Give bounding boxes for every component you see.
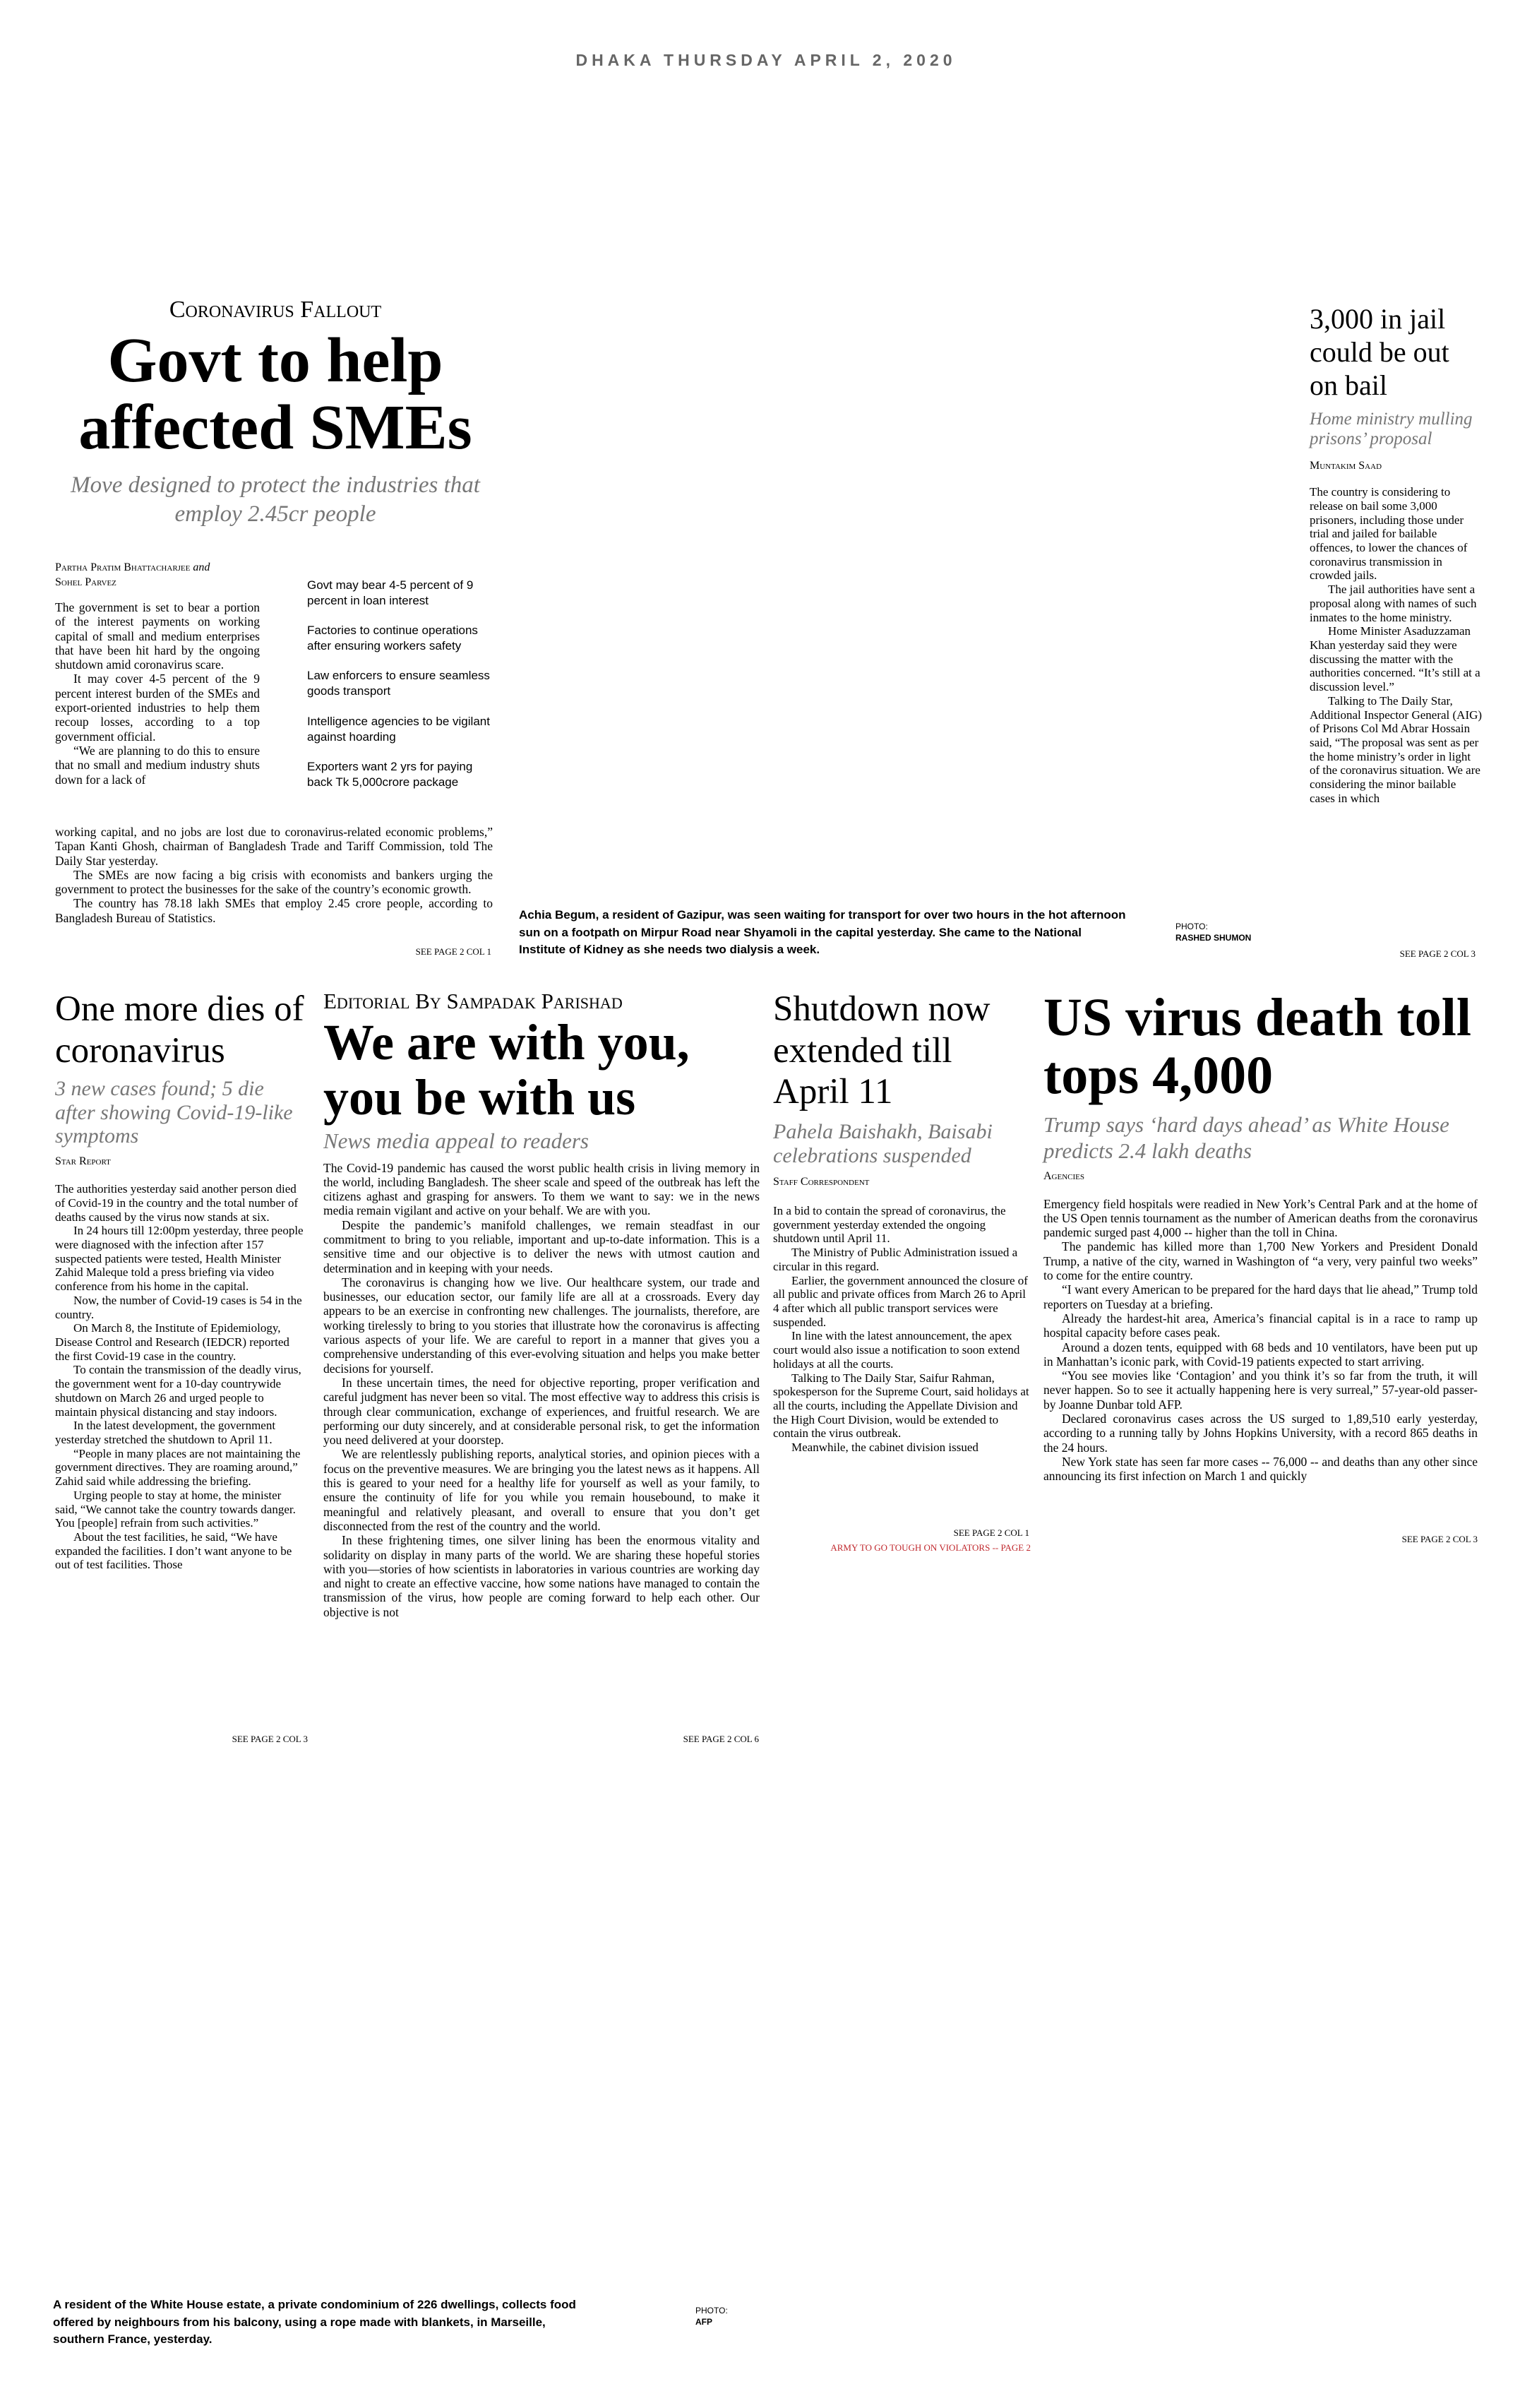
- sme-highlight-item: Exporters want 2 yrs for paying back Tk 5,000crore package: [307, 759, 473, 789]
- shutdown-reference-link[interactable]: ARMY TO GO TOUGH ON VIOLATORS -- PAGE 2: [830, 1542, 1031, 1553]
- sme-deck: Move designed to protect the industries that employ 2.45cr people: [71, 472, 480, 528]
- shutdown-byline: Staff Correspondent: [773, 1175, 870, 1188]
- dies-paragraph: On March 8, the Institute of Epidemiology, Disease Control and Research (IEDCR) reported the first Covid-19 case in the country.: [55, 1321, 289, 1363]
- shutdown-body: [773, 1204, 1031, 1455]
- shutdown-paragraph: In line with the latest announcement, the apex court would also issue a notification to soon extend holidays at all the courts.: [773, 1329, 1020, 1371]
- jail-paragraph: The jail authorities have sent a proposal along with names of such inmates to the home ministry.: [1310, 583, 1477, 624]
- us-paragraph: Already the hardest-hit area, America’s financial capital is in a race to ramp up hospital capacity before cases peak.: [1043, 1311, 1478, 1340]
- photo-bottom-credit: [695, 2306, 780, 2327]
- us-paragraph: Emergency field hospitals were readied in New York’s Central Park and at the home of the US Open tennis tournament as the number of American deaths from the coronavirus pandemic surged past 4,000 -- higher than the toll in China.: [1043, 1196, 1478, 1240]
- editorial-deck: News media appeal to readers: [323, 1128, 589, 1153]
- jail-byline: Muntakim Saad: [1310, 460, 1382, 472]
- dies-paragraph: “People in many places are not maintaining the government directives. They are roaming around,” Zahid said while addressing the briefing.: [55, 1446, 301, 1489]
- jail-headline[interactable]: 3,000 in jail could be out on bail: [1310, 303, 1449, 402]
- editorial-kicker: Editorial By Sampadak Parishad: [323, 989, 623, 1013]
- sme-kicker: Coronavirus Fallout: [169, 297, 382, 323]
- sme-story: [49, 297, 501, 530]
- editorial-paragraph: The Covid-19 pandemic has caused the worst public health crisis in living memory in the world, including Bangladesh. The sheer scale and speed of the outbreak has left the citizens aghast and grasping for answers. To them we want to say: we in the news media remain vigilant and active on your behalf. We are with you.: [323, 1160, 760, 1218]
- sme-paragraph: The government is set to bear a portion of the interest payments on working capital of small and medium enterprises that have been hit hard by the ongoing shutdown amid coronavirus scare.: [55, 600, 260, 672]
- shutdown-paragraph: Meanwhile, the cabinet division issued: [791, 1441, 979, 1455]
- dies-paragraph: Urging people to stay at home, the minister said, “We cannot take the country towards danger. You [people] refrain from such activities.”: [55, 1488, 296, 1530]
- shutdown-jump-link[interactable]: SEE PAGE 2 COL 1: [953, 1527, 1029, 1538]
- editorial-headline[interactable]: We are with you, you be with us: [323, 1014, 690, 1126]
- us-story: [1043, 989, 1478, 1483]
- dies-deck: 3 new cases found; 5 die after showing Covid-19-like symptoms: [55, 1077, 293, 1148]
- jail-jump-link[interactable]: SEE PAGE 2 COL 3: [1399, 948, 1476, 959]
- jail-paragraph: Talking to The Daily Star, Additional Inspector General (AIG) of Prisons Col Md Abrar Hossain said, “The proposal was sent as per the home ministry’s order in light of the coronavirus situation. We are considering the minor bailable cases in which: [1310, 693, 1483, 805]
- dies-paragraph: Now, the number of Covid-19 cases is 54 in the country.: [55, 1293, 302, 1321]
- sme-highlight-item: Law enforcers to ensure seamless goods transport: [307, 669, 490, 698]
- sme-byline-and: and: [193, 561, 210, 573]
- sme-byline-author-1: Partha Pratim Bhattacharjee: [55, 561, 191, 573]
- sme-body-narrow: [55, 600, 260, 787]
- us-paragraph: New York state has seen far more cases -- 76,000 -- and deaths than any other since announcing its first infection on March 1 and quickly: [1043, 1454, 1478, 1484]
- jail-paragraph: Home Minister Asaduzzaman Khan yesterday said they were discussing the matter with the authorities concerned. “It’s still at a discussion level.”: [1310, 624, 1480, 694]
- sme-headline[interactable]: Govt to help affected SMEs: [78, 326, 472, 463]
- sme-paragraph: The country has 78.18 lakh SMEs that employ 2.45 crore people, according to Bangladesh Bureau of Statistics.: [55, 896, 493, 925]
- photo-top-credit-name: RASHED SHUMON: [1175, 932, 1252, 943]
- editorial-paragraph: The coronavirus is changing how we live. Our healthcare system, our trade and businesses, our education sector, our family life are all at a crossroads. Every day appears to be an exercise in confronting new challenges. The journalists, therefore, are working tirelessly to bring to you stories that illustrate how the coronavirus is affecting various aspects of your life. We are careful to report in a manner that gives you a comprehensive understanding of this ever-evolving situation and helps you make better decisions for yourself.: [323, 1275, 760, 1376]
- photo-top-credit-label: PHOTO:: [1175, 922, 1208, 931]
- editorial-paragraph: In these uncertain times, the need for objective reporting, proper verification and careful judgment has never been so vital. The most effective way to address this crisis is through clear communication, exchange of experiences, and fruitful research. We are performing our duty sincerely, and at considerable personal risk, to get the information you need delivered at your doorstep.: [323, 1375, 760, 1448]
- dies-byline: Star Report: [55, 1155, 111, 1168]
- editorial-story: [323, 989, 760, 1619]
- sme-paragraph: working capital, and no jobs are lost due to coronavirus-related economic problems,” Tapan Kanti Ghosh, chairman of Bangladesh Trade and Tariff Commission, told The Daily Star yesterday.: [55, 825, 493, 868]
- sme-jump-link[interactable]: SEE PAGE 2 COL 1: [415, 946, 491, 957]
- us-jump-link[interactable]: SEE PAGE 2 COL 3: [1401, 1534, 1478, 1544]
- jail-deck: Home ministry mulling prisons’ proposal: [1310, 409, 1473, 449]
- sme-paragraph: The SMEs are now facing a big crisis with economists and bankers urging the government to protect the businesses for the sake of the country’s economic growth.: [55, 867, 493, 897]
- us-paragraph: Around a dozen tents, equipped with 68 beds and 10 ventilators, have been put up in Manhattan’s iconic park, with Covid-19 patients expected to start arriving.: [1043, 1340, 1478, 1369]
- shutdown-paragraph: Talking to The Daily Star, Saifur Rahman, spokesperson for the Supreme Court, said holidays at all the courts, including the Appellate Division and the High Court Division, would be extended to contain the virus outbreak.: [773, 1371, 1029, 1441]
- dies-paragraph: The authorities yesterday said another person died of Covid-19 in the country and the total number of deaths caused by the virus now stands at six.: [55, 1182, 299, 1224]
- us-body: [1043, 1197, 1478, 1484]
- photo-bottom-credit-name: AFP: [695, 2316, 712, 2327]
- shutdown-deck: Pahela Baishakh, Baisabi celebrations suspended: [773, 1119, 993, 1168]
- us-paragraph: “You see movies like ‘Contagion’ and you think it’s so far from the truth, it will never happen. So to see it actually happening here is very surreal,” 57-year-old passer-by Joanne Dunbar told AFP.: [1043, 1369, 1478, 1412]
- editorial-body: [323, 1161, 760, 1620]
- us-headline[interactable]: US virus death toll tops 4,000: [1043, 988, 1471, 1106]
- us-paragraph: “I want every American to be prepared for the hard days that lie ahead,” Trump told reporters on Tuesday at a briefing.: [1043, 1282, 1478, 1311]
- dies-paragraph: In the latest development, the government yesterday stretched the shutdown to April 11.: [55, 1419, 276, 1446]
- dies-paragraph: In 24 hours till 12:00pm yesterday, three people were diagnosed with the infection after 157 suspected patients were tested, Health Minister Zahid Maleque told a press briefing via video conference from his home in the capital.: [55, 1224, 304, 1294]
- shutdown-story: [773, 989, 1031, 1455]
- shutdown-paragraph: Earlier, the government announced the closure of all public and private offices from March 26 to April 4 after which all public transport services were suspended.: [773, 1273, 1028, 1329]
- sme-highlight-item: Factories to continue operations after ensuring workers safety: [307, 624, 478, 653]
- sme-highlights: [307, 578, 491, 804]
- dies-paragraph: To contain the transmission of the deadly virus, the government went for a 10-day countrywide shutdown on March 26 and urged people to maintain physical distancing and stay indoors.: [55, 1363, 301, 1419]
- dies-paragraph: About the test facilities, he said, “We have expanded the facilities. I don’t want anyone to be out of test facilities. Those: [55, 1530, 292, 1572]
- dateline: DHAKA THURSDAY APRIL 2, 2020: [575, 51, 957, 69]
- jail-paragraph: The country is considering to release on bail some 3,000 prisoners, including those under trial and jailed for bailable offences, to lower the chances of coronavirus transmission in crowded jails.: [1310, 485, 1468, 583]
- editorial-paragraph: We are relentlessly publishing reports, analytical stories, and opinion pieces with a focus on the preventive measures. We are bringing you the latest news as it happens. All this is geared to your need for a healthy life for yourself as well as your family, to ensure the continuity of life for you while you remain housebound, to make it meaningful and relatively pleasant, and overall to ensure that you don’t get disconnected from the rest of the country and the world.: [323, 1447, 760, 1533]
- photo-bottom-caption: A resident of the White House estate, a private condominium of 226 dwellings, collects food offered by neighbours from his balcony, using a rope made with blankets, in Marseille, southern France, yesterday.: [53, 2298, 576, 2347]
- editorial-paragraph: Despite the pandemic’s manifold challenges, we remain steadfast in our commitment to bring to you reliable, important and up-to-date information. This is a sensitive time and our objective is to deliver the news with utmost caution and determination and in keeping with your needs.: [323, 1217, 760, 1275]
- us-paragraph: Declared coronavirus cases across the US surged to 1,89,510 early yesterday, according to a running tally by Johns Hopkins University, with a record 865 deaths in the 24 hours.: [1043, 1411, 1478, 1455]
- dies-headline[interactable]: One more dies of coronavirus: [55, 989, 304, 1071]
- sme-byline-author-2: Sohel Parvez: [55, 576, 116, 588]
- editorial-paragraph: In these frightening times, one silver lining has been the enormous vitality and solidarity on display in many parts of the world. We are sharing these hopeful stories with you—stories of how scientists in laboratories in various countries are working day and night to create an effective vaccine, how some nations have managed to contain the transmission of the virus, how people are coming forward to help each other. Our objective is not: [323, 1533, 760, 1619]
- photo-bottom-credit-label: PHOTO:: [695, 2306, 728, 2315]
- sme-body-wide: [55, 825, 493, 925]
- jail-story: [1310, 302, 1483, 806]
- sme-highlight-item: Govt may bear 4-5 percent of 9 percent in loan interest: [307, 578, 474, 608]
- jail-body: [1310, 485, 1483, 806]
- editorial-jump-link[interactable]: SEE PAGE 2 COL 6: [683, 1734, 759, 1744]
- shutdown-paragraph: In a bid to contain the spread of coronavirus, the government yesterday extended the ongoing shutdown until April 11.: [773, 1203, 1006, 1246]
- photo-top-caption: Achia Begum, a resident of Gazipur, was seen waiting for transport for over two hours in the hot afternoon sun on a footpath on Mirpur Road near Shyamoli in the capital yesterday. She came to the National Institute of Kidney as she needs two dialysis a week.: [519, 908, 1126, 957]
- sme-byline: [55, 561, 295, 590]
- dies-body: [55, 1182, 306, 1572]
- sme-paragraph: It may cover 4-5 percent of the 9 percent interest burden of the SMEs and export-oriented industries to help them recoup losses, according to a top government official.: [55, 672, 260, 744]
- shutdown-paragraph: The Ministry of Public Administration issued a circular in this regard.: [773, 1246, 1018, 1273]
- photo-top-credit: [1175, 922, 1281, 943]
- shutdown-headline[interactable]: Shutdown now extended till April 11: [773, 989, 991, 1112]
- us-paragraph: The pandemic has killed more than 1,700 New Yorkers and President Donald Trump, a native of the city, warned in Washington of “a very, very painful two weeks” to come for the entire country.: [1043, 1239, 1478, 1283]
- sme-paragraph: “We are planning to do this to ensure that no small and medium industry shuts down for a lack of: [55, 743, 260, 787]
- dies-jump-link[interactable]: SEE PAGE 2 COL 3: [232, 1734, 308, 1744]
- us-byline: Agencies: [1043, 1169, 1084, 1182]
- dies-story: [55, 989, 306, 1572]
- sme-highlight-item: Intelligence agencies to be vigilant against hoarding: [307, 714, 490, 744]
- us-deck: Trump says ‘hard days ahead’ as White House predicts 2.4 lakh deaths: [1043, 1112, 1449, 1164]
